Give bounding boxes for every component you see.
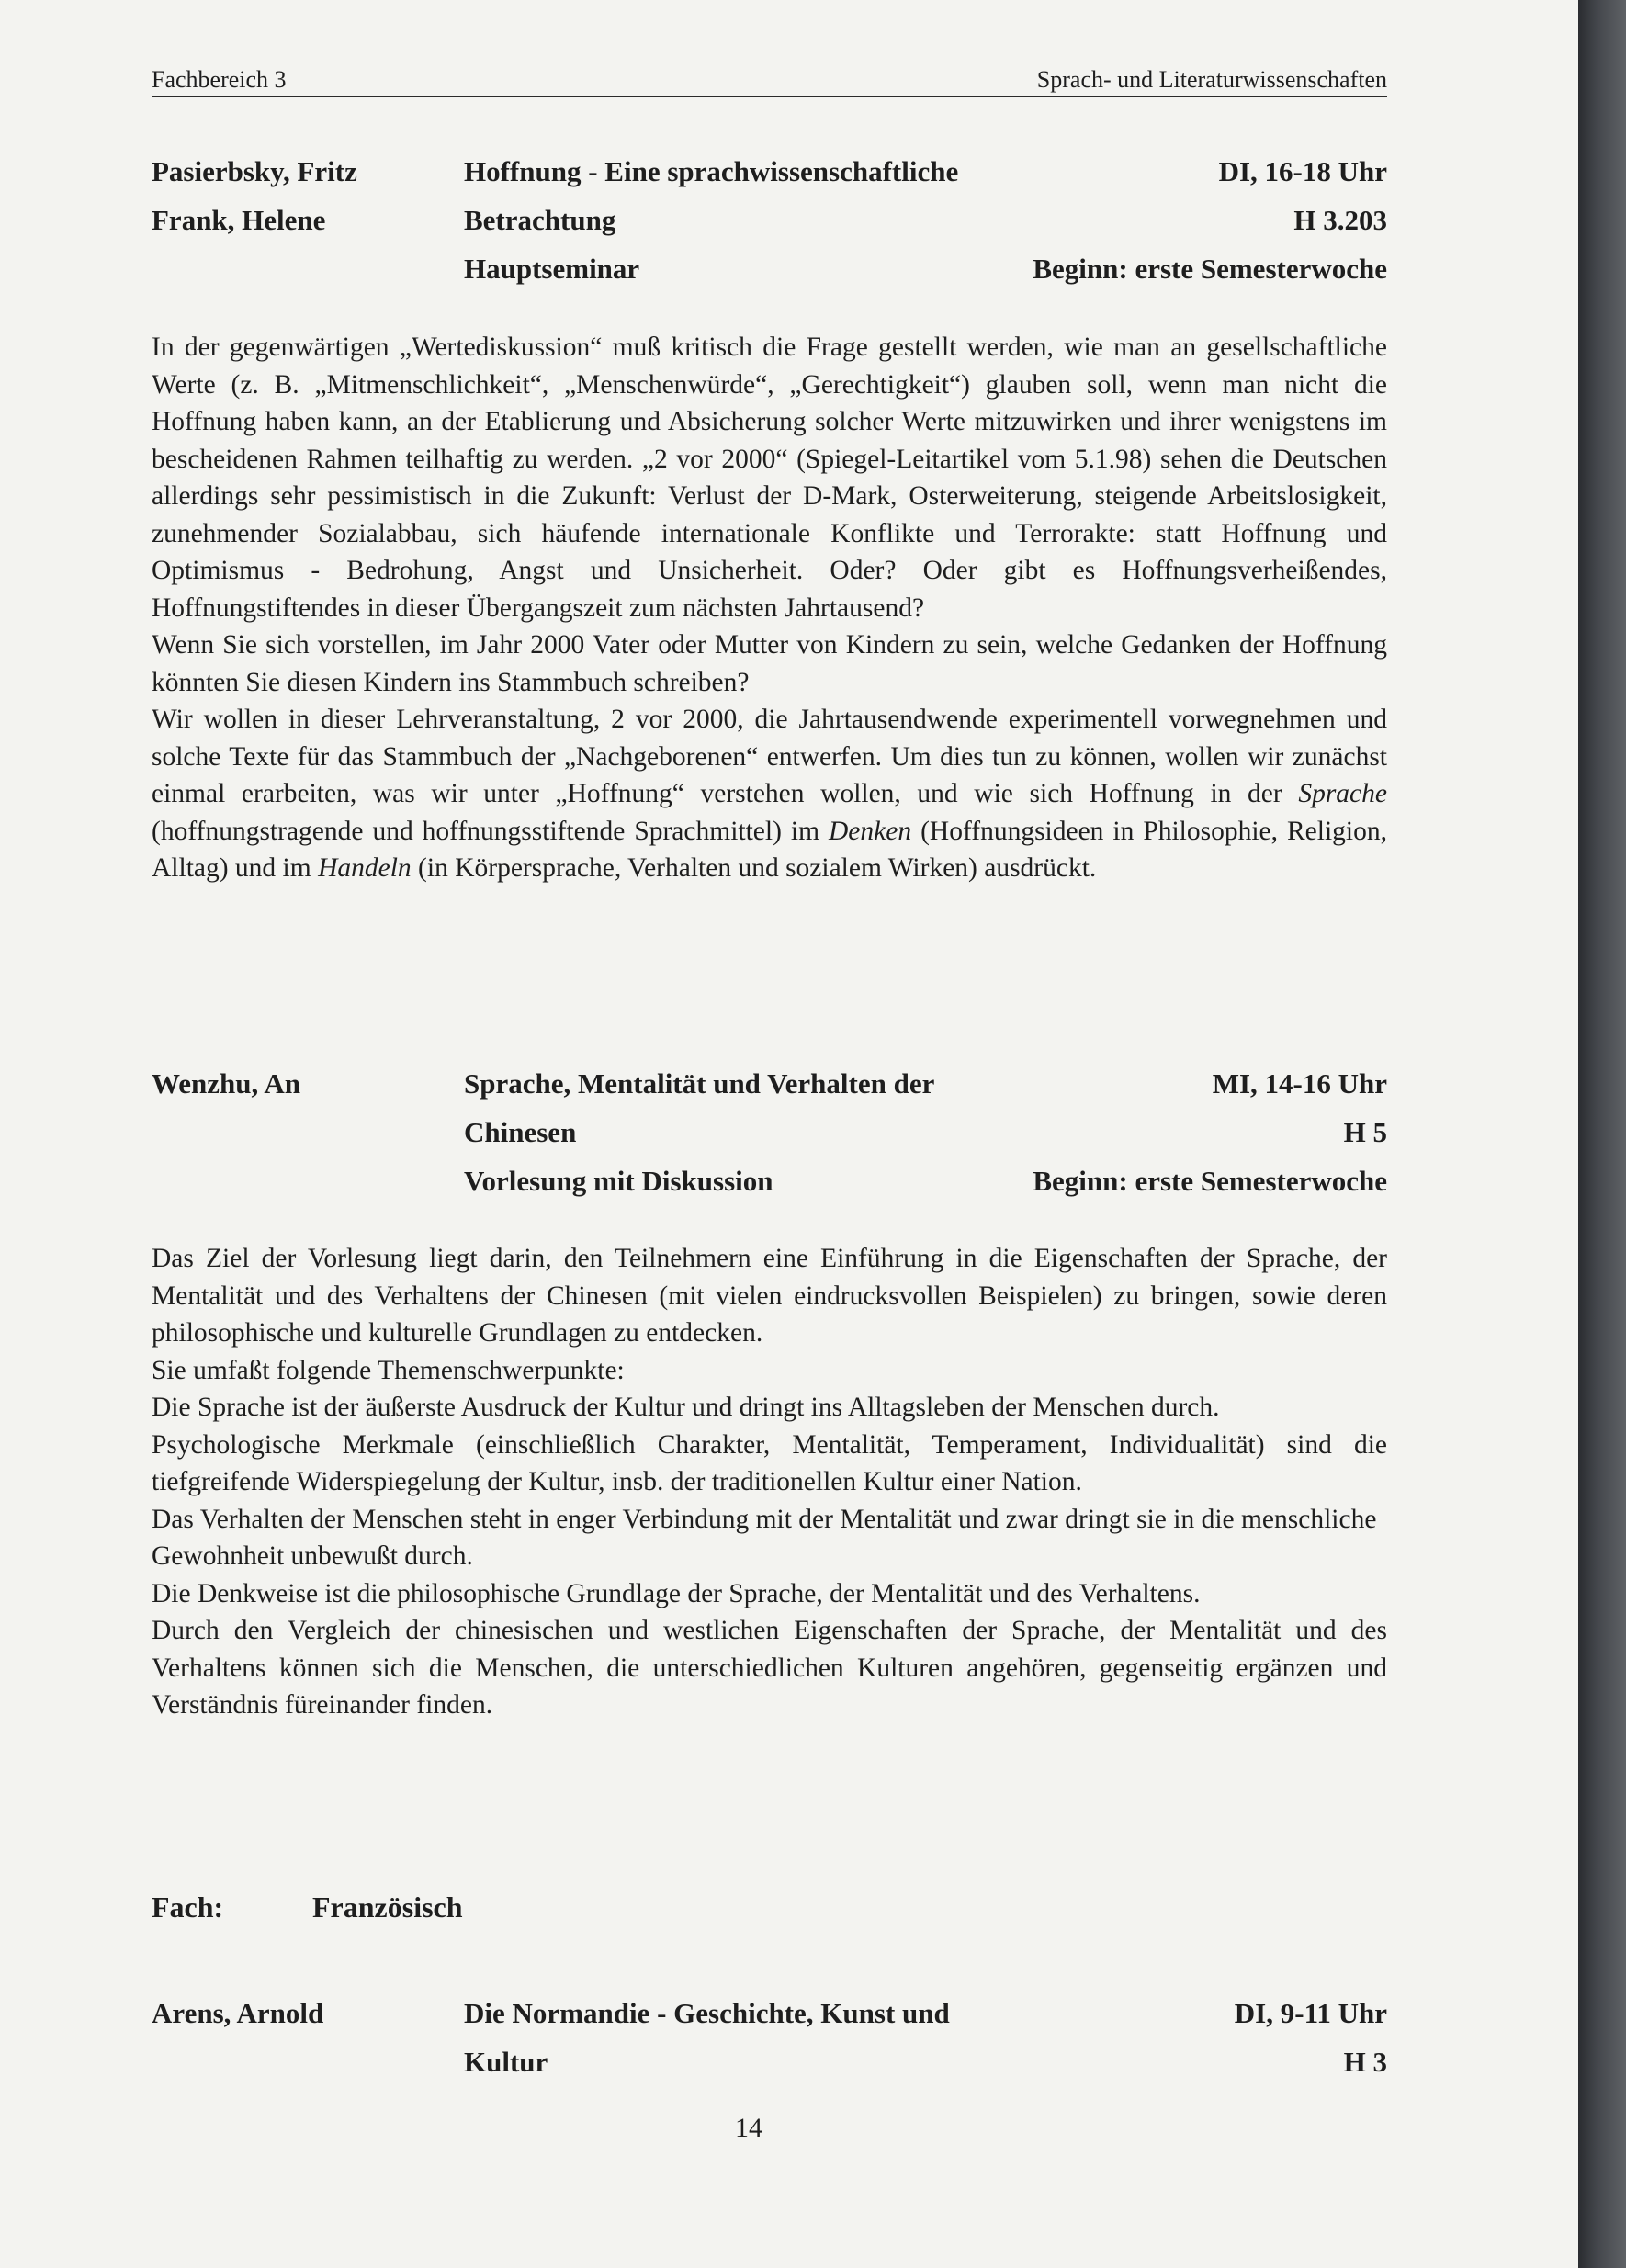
description-paragraph: Wenn Sie sich vorstellen, im Jahr 2000 Vater oder Mutter von Kindern zu sein, welche Gedanken der Hoffnung könnten Sie diesen Kindern ins Stammbuch schreiben? (152, 630, 1387, 697)
course-line (152, 2037, 1387, 2086)
course-time: MI, 14-16 Uhr (1212, 1067, 1387, 1100)
course-type: Hauptseminar (464, 253, 640, 285)
text-run: (Hoffnungsideen in Philosophie, Religion, Alltag) und im (152, 816, 1387, 883)
description-paragraph: In der gegenwärtigen „Wertediskussion“ muß kritisch die Frage gestellt werden, wie man an gesellschaftliche Werte (z. B. „Mitmenschlichkeit“, „Menschenwürde“, „Gerechtigkeit“) glauben soll, wenn man nicht die Hoffnung haben kann, an der Etablierung und Absicherung solcher Werte mitzuwirken und ihrer wenigstens im bescheidenen Rahmen teilhaftig zu werden. „2 vor 2000“ (Spiegel-Leitartikel vom 5.1.98) sehen die Deutschen allerdings sehr pessimistisch in die Zukunft: Verlust der D-Mark, Osterweiterung, steigende Arbeitslosigkeit, zunehmender Sozialabbau, sich häufende internationale Konflikte und Terrorakte: statt Hoffnung und Optimismus - Bedrohung, Angst und Unsicherheit. Oder? Oder gibt es Hoffnungsverheißendes, Hoffnungstiftendes in dieser Übergangszeit zum nächsten Jahrtausend? (152, 333, 1387, 623)
lecturer (152, 244, 464, 293)
course-entry-arens (152, 1989, 1387, 2086)
course-description-wenzhu (152, 1240, 1387, 1724)
header-department: Fachbereich 3 (152, 66, 287, 93)
course-title: Kultur (464, 2046, 548, 2078)
text-run: Wir wollen in dieser Lehrveranstaltung, 2 vor 2000, die Jahrtausendwende experimentell vorwegnehmen und solche Texte für das Stammbuch der „Nachgeborenen“ entwerfen. Um dies tun zu können, wollen wir zunächst einmal erarbeiten, was wir unter „Hoffnung“ verstehen wollen, und wie sich Hoffnung in der (152, 705, 1387, 808)
text-run: (hoffnungstragende und hoffnungsstiftende Sprachmittel) im (152, 816, 829, 846)
running-header (152, 66, 1387, 97)
description-paragraph: Sie umfaßt folgende Themenschwerpunkte: (152, 1355, 625, 1385)
text-run: (in Körpersprache, Verhalten und sozialem Wirken) ausdrückt. (411, 853, 1097, 883)
description-paragraph: Das Verhalten der Menschen steht in enger Verbindung mit der Mentalität und zwar dringt sie in die menschliche Gewohnheit unbewußt durch. (152, 1504, 1377, 1571)
course-room: H 3.203 (1293, 204, 1387, 236)
emphasis-sprache: Sprache (1298, 779, 1387, 808)
course-line (152, 1989, 1387, 2037)
emphasis-denken: Denken (829, 816, 912, 846)
lecturer: Pasierbsky, Fritz (152, 155, 357, 187)
description-paragraph: Durch den Vergleich der chinesischen und westlichen Eigenschaften der Sprache, der Mentalität und des Verhaltens können sich die Menschen, die unterschiedlichen Kulturen angehören, gegenseitig ergänzen und Verständnis füreinander finden. (152, 1616, 1387, 1720)
description-paragraph: Die Denkweise ist die philosophische Grundlage der Sprache, der Mentalität und des Verhaltens. (152, 1578, 1201, 1608)
course-type: Vorlesung mit Diskussion (464, 1165, 773, 1197)
lecturer (152, 1157, 464, 1205)
subject-value: Französisch (312, 1890, 463, 1924)
emphasis-handeln: Handeln (318, 853, 412, 883)
binder-edge (1578, 0, 1626, 2268)
lecturer: Frank, Helene (152, 204, 326, 236)
description-paragraph: Psychologische Merkmale (einschließlich Charakter, Mentalität, Temperament, Individualität) sind die tiefgreifende Widerspiegelung der Kultur, insb. der traditionellen Kultur einer Nation. (152, 1429, 1387, 1496)
course-entry-wenzhu (152, 1059, 1387, 1205)
course-title: Sprache, Mentalität und Verhalten der (464, 1067, 935, 1100)
lecturer (152, 2037, 464, 2086)
course-time: DI, 9-11 Uhr (1234, 1997, 1387, 2029)
lecturer (152, 1108, 464, 1157)
subject-heading (152, 1890, 463, 1924)
course-line (152, 1059, 1387, 1108)
course-line (152, 196, 1387, 244)
course-start: Beginn: erste Semesterwoche (1033, 1165, 1387, 1197)
course-line (152, 147, 1387, 196)
course-time: DI, 16-18 Uhr (1218, 155, 1387, 187)
course-description-pasierbsky (152, 329, 1387, 887)
course-room: H 5 (1343, 1116, 1387, 1148)
description-paragraph: Die Sprache ist der äußerste Ausdruck der Kultur und dringt ins Alltagsleben der Menschen durch. (152, 1393, 1220, 1422)
course-title: Chinesen (464, 1116, 577, 1148)
course-title: Hoffnung - Eine sprachwissenschaftliche (464, 155, 959, 187)
course-start: Beginn: erste Semesterwoche (1033, 253, 1387, 285)
page-number: 14 (735, 2113, 762, 2143)
course-room: H 3 (1343, 2046, 1387, 2078)
lecturer: Arens, Arnold (152, 1997, 324, 2029)
header-faculty: Sprach- und Literaturwissenschaften (1036, 66, 1387, 93)
course-entry-pasierbsky (152, 147, 1387, 293)
lecturer: Wenzhu, An (152, 1067, 300, 1100)
course-line (152, 1108, 1387, 1157)
course-title: Betrachtung (464, 204, 616, 236)
course-title: Die Normandie - Geschichte, Kunst und (464, 1997, 950, 2029)
course-line (152, 244, 1387, 293)
course-line (152, 1157, 1387, 1205)
description-paragraph: Das Ziel der Vorlesung liegt darin, den Teilnehmern eine Einführung in die Eigenschaften der Sprache, der Mentalität und des Verhaltens der Chinesen (mit vielen eindrucksvollen Beispielen) zu bringen, sowie deren philosophische und kulturelle Grundlagen zu entdecken. (152, 1244, 1387, 1348)
description-paragraph (152, 701, 1387, 887)
subject-label: Fach: (152, 1890, 224, 1924)
